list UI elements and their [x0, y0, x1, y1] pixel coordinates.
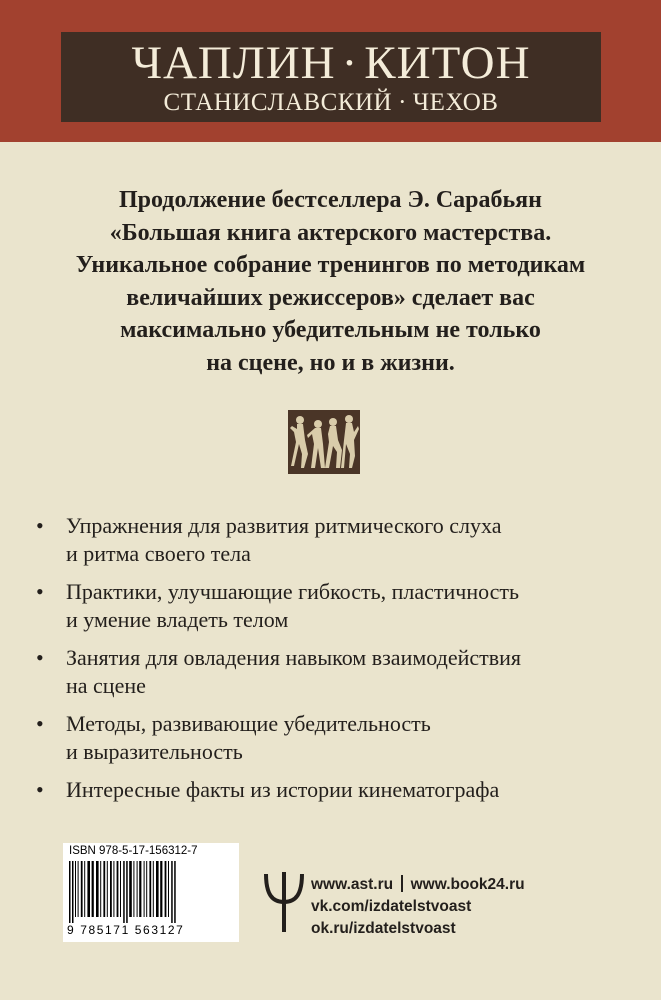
barcode-bar [110, 861, 112, 917]
barcode-bar [168, 861, 169, 917]
feature-item [36, 644, 636, 700]
title-chekhov: ЧЕХОВ [412, 89, 499, 116]
feature-line: Практики, улучшающие гибкость, пластичность [66, 579, 520, 604]
barcode-bar [81, 861, 83, 917]
barcode-bar [117, 861, 119, 917]
barcode [63, 843, 239, 942]
barcode-bar [149, 861, 151, 917]
link-book24[interactable]: www.book24.ru [410, 876, 525, 893]
blurb-line: величайших режиссеров» сделает вас [126, 284, 535, 311]
barcode-bar [113, 861, 114, 917]
link-separator [401, 875, 403, 892]
barcode-bar [139, 861, 141, 917]
title-stanislavsky: СТАНИСЛАВСКИЙ [163, 89, 393, 116]
barcode-bar [171, 861, 173, 923]
barcode-bar [120, 861, 121, 917]
blurb-line: на сцене, но и в жизни. [206, 349, 455, 376]
title-separator: · [398, 89, 407, 116]
barcode-bar [153, 861, 154, 917]
barcode-bar [146, 861, 147, 917]
feature-line: Интересные факты из истории кинематографа [66, 777, 500, 802]
feature-list [36, 512, 636, 814]
bullet: • [36, 777, 44, 802]
link-ok[interactable]: ok.ru/izdatelstvoast [311, 920, 456, 937]
feature-line: Занятия для овладения навыком взаимодействия [66, 645, 522, 670]
title-separator: · [341, 37, 359, 89]
barcode-bar [75, 861, 76, 917]
barcode-bar [107, 861, 108, 917]
blurb-line: максимально убедительным не только [120, 317, 541, 343]
blurb-line: Продолжение бестселлера Э. Сарабьян [118, 187, 542, 213]
barcode-bar [87, 861, 90, 917]
link-vk[interactable]: vk.com/izdatelstvoast [311, 898, 472, 915]
feature-item [36, 512, 636, 568]
barcode-bar [160, 861, 162, 917]
feature-line: Упражнения для развития ритмического слуха [66, 513, 502, 538]
title-plate [61, 32, 601, 122]
barcode-bar [156, 861, 159, 917]
title-chaplin: ЧАПЛИН [131, 37, 336, 89]
publisher-links [311, 874, 525, 940]
barcode-bar [129, 861, 132, 917]
title-line-1 [61, 36, 601, 90]
barcode-bar [144, 861, 145, 917]
blurb-text [40, 184, 621, 379]
feature-item [36, 578, 636, 634]
barcode-bar [100, 861, 101, 917]
barcode-bars-icon [69, 861, 233, 923]
bullet: • [36, 645, 44, 670]
link-ast[interactable]: www.ast.ru [311, 876, 394, 893]
bullet: • [36, 579, 44, 604]
bullet: • [36, 513, 44, 538]
barcode-digits: 9 785171 563127 [67, 923, 185, 937]
feature-line: на сцене [66, 673, 146, 698]
barcode-bar [103, 861, 105, 917]
psi-trident-icon [262, 870, 306, 934]
barcode-bar [123, 861, 125, 923]
barcode-bar [96, 861, 99, 917]
barcode-bar [165, 861, 167, 917]
feature-item [36, 710, 636, 766]
barcode-bar [174, 861, 176, 923]
dancing-figures-emblem-icon [288, 410, 360, 474]
barcode-bar [133, 861, 134, 917]
barcode-bar [84, 861, 85, 917]
bullet: • [36, 711, 44, 736]
barcode-bar [72, 861, 74, 923]
feature-line: и ритма своего тела [66, 541, 251, 566]
isbn-label: ISBN 978-5-17-156312-7 [69, 845, 198, 857]
title-line-2 [61, 88, 601, 118]
feature-line: Методы, развивающие убедительность [66, 711, 431, 736]
feature-line: и умение владеть телом [66, 607, 289, 632]
barcode-bar [126, 861, 128, 923]
barcode-bar [69, 861, 71, 923]
title-keaton: КИТОН [364, 37, 531, 89]
barcode-bar [92, 861, 94, 917]
barcode-bar [78, 861, 79, 917]
feature-line: и выразительность [66, 739, 243, 764]
blurb-line: «Большая книга актерского мастерства. [109, 219, 552, 246]
blurb-line: Уникальное собрание тренингов по методикам [75, 252, 586, 278]
barcode-bar [137, 861, 138, 917]
feature-item [36, 776, 636, 804]
